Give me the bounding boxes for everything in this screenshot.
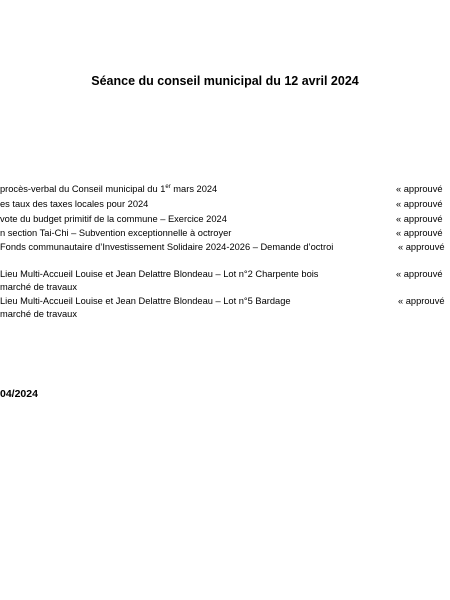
agenda-item-1 <box>0 183 217 195</box>
agenda-item-4: n section Tai-Chi – Subvention exceptionnelle à octroyer <box>0 228 232 238</box>
agenda-item-4-status: « approuvé <box>396 228 443 238</box>
agenda-item-2-status: « approuvé <box>396 199 443 209</box>
agenda-item-3-status: « approuvé <box>396 214 443 224</box>
agenda-item-1-superscript: er <box>165 183 171 190</box>
agenda-item-6-status: « approuvé <box>396 269 443 279</box>
agenda-item-6-line2: marché de travaux <box>0 282 77 292</box>
agenda-item-6: Lieu Multi-Accueil Louise et Jean Delattre Blondeau – Lot n°2 Charpente bois <box>0 269 319 279</box>
agenda-item-5: Fonds communautaire d’Investissement Solidaire 2024-2026 – Demande d’octroi <box>0 242 334 252</box>
agenda-item-5-status: « approuvé <box>398 242 445 252</box>
agenda-item-1-text-end: mars 2024 <box>170 184 218 194</box>
agenda-item-3: vote du budget primitif de la commune – Exercice 2024 <box>0 214 227 224</box>
document-date: 04/2024 <box>0 388 38 400</box>
agenda-item-1-text: procès-verbal du Conseil municipal du 1 <box>0 184 166 194</box>
agenda-item-7-line2: marché de travaux <box>0 309 77 319</box>
page-title: Séance du conseil municipal du 12 avril 2024 <box>91 74 359 88</box>
agenda-item-1-status: « approuvé <box>396 184 443 194</box>
agenda-item-7: Lieu Multi-Accueil Louise et Jean Delattre Blondeau – Lot n°5 Bardage <box>0 296 291 306</box>
agenda-item-2: es taux des taxes locales pour 2024 <box>0 199 149 209</box>
agenda-item-7-status: « approuvé <box>398 296 445 306</box>
